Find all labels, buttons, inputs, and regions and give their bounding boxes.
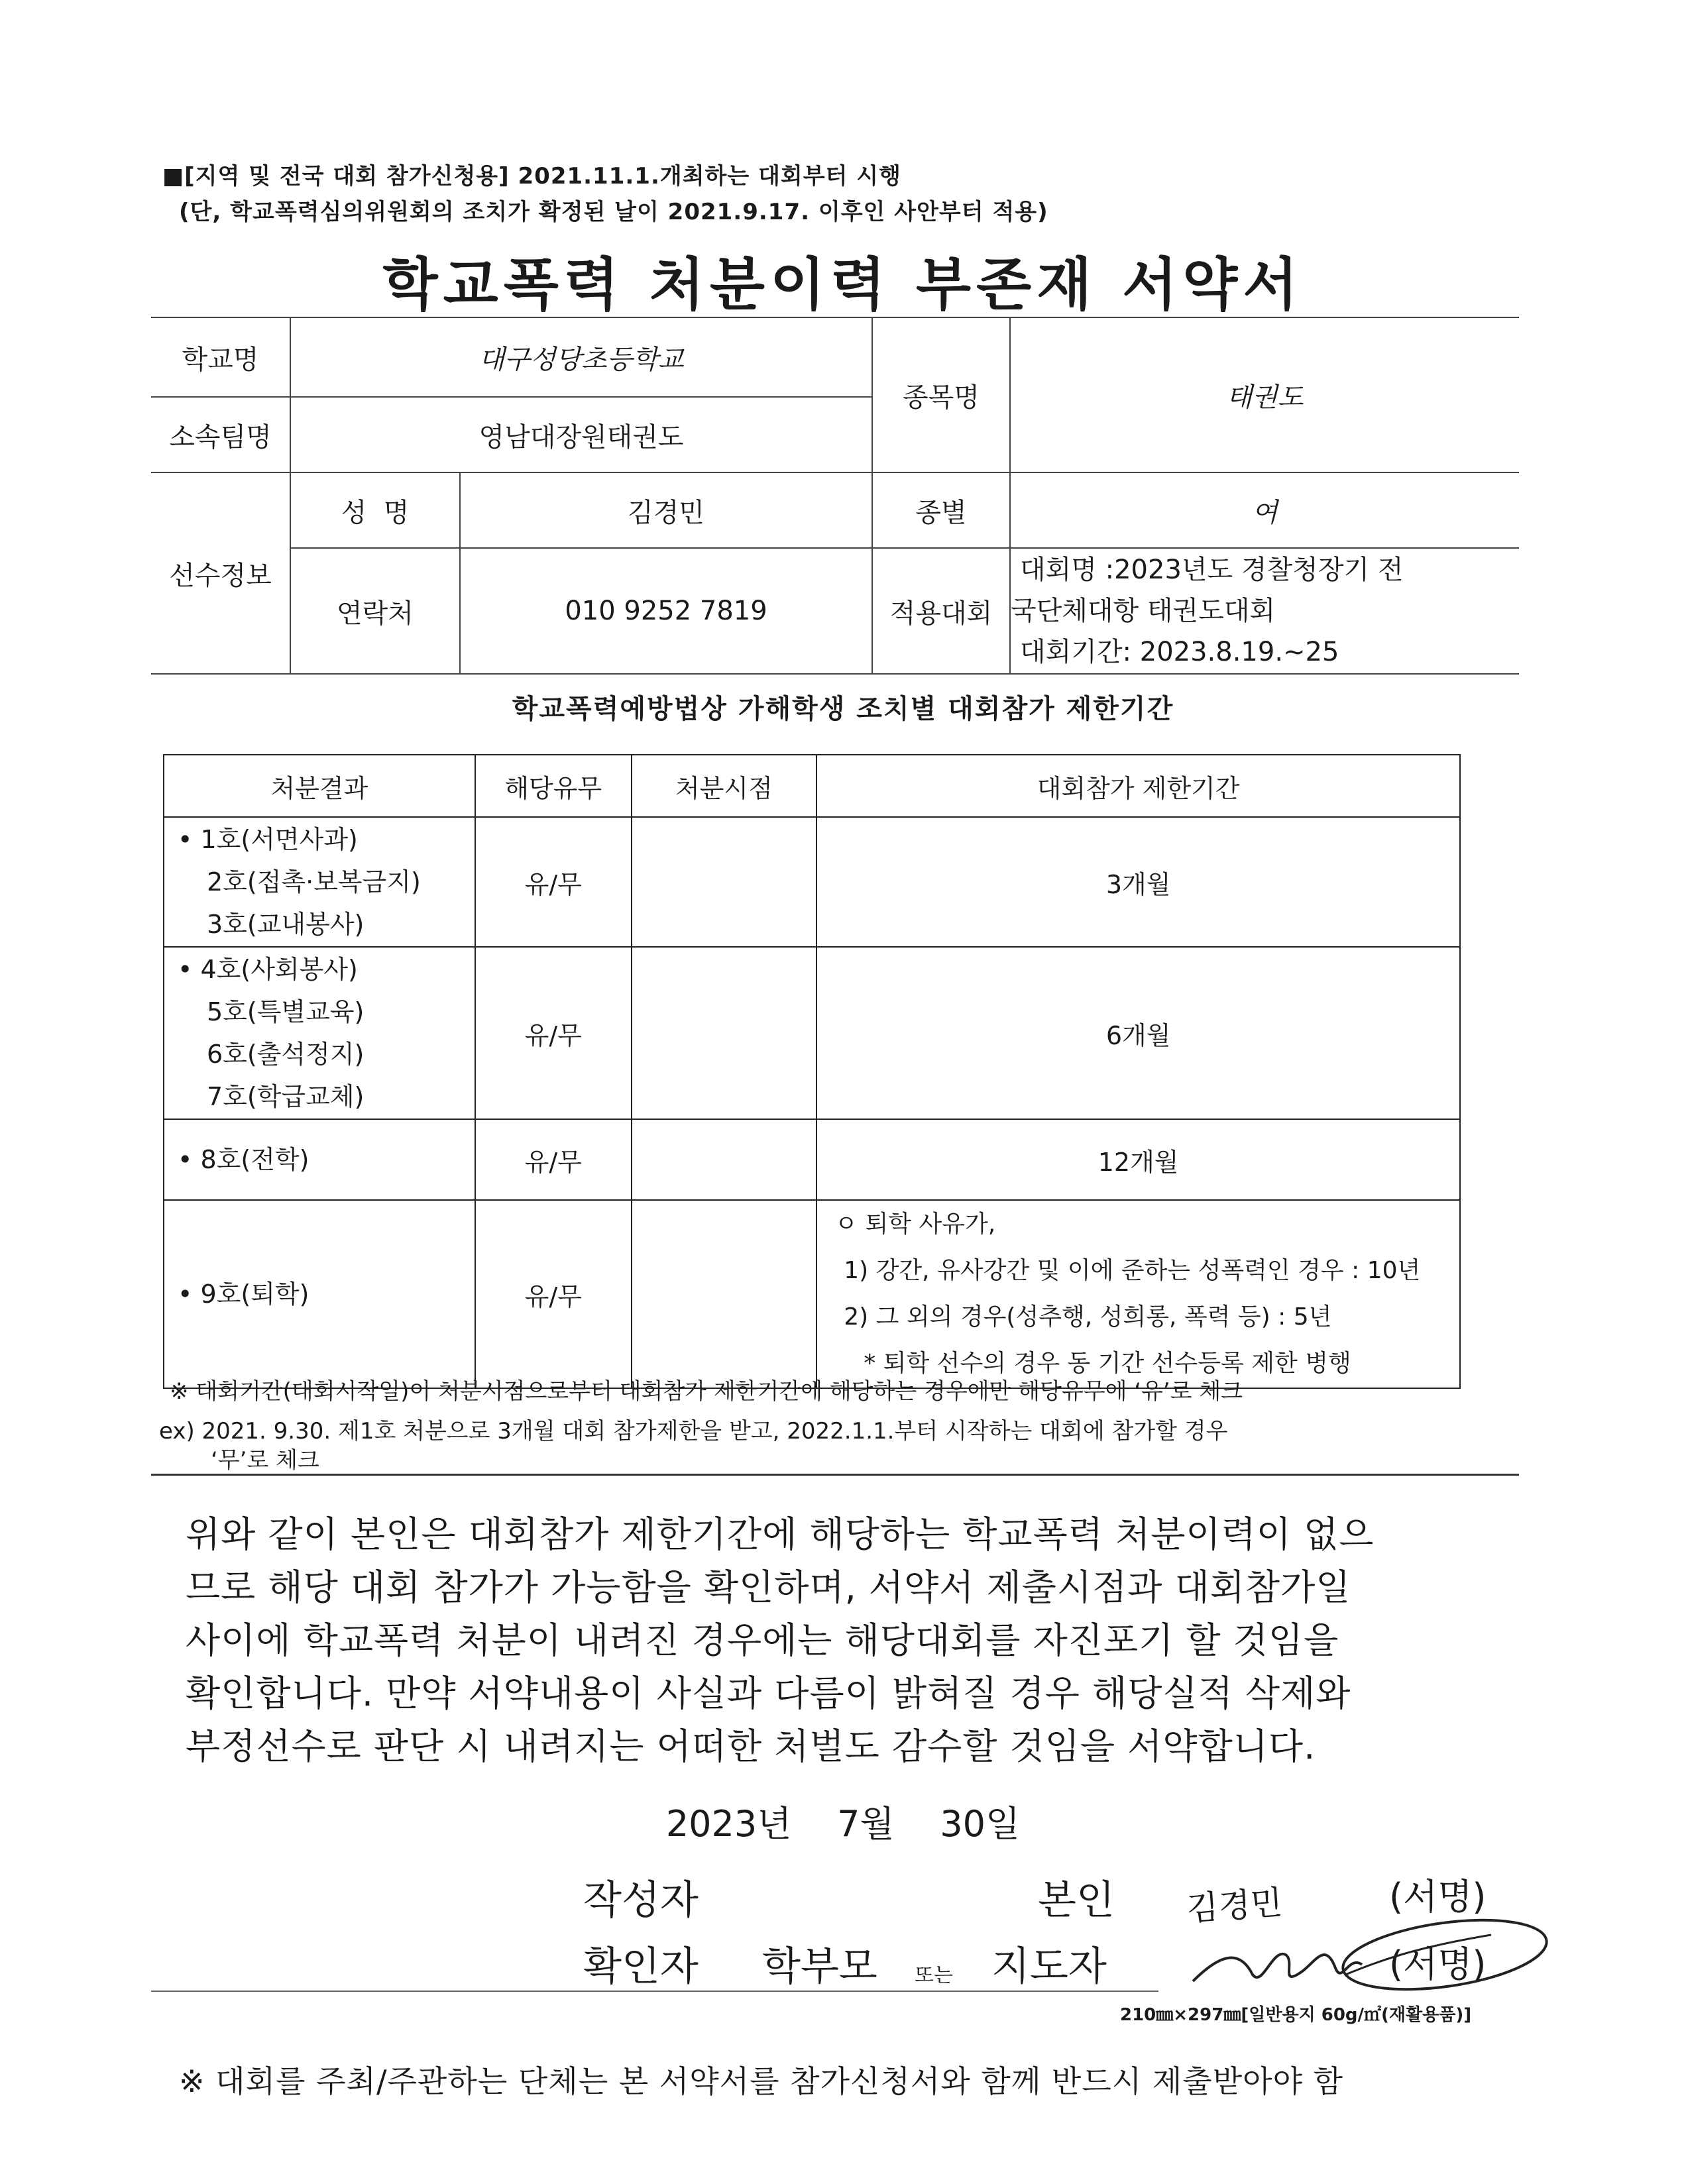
table-row bbox=[164, 1200, 1460, 1388]
coach-label: 지도자 bbox=[991, 1943, 1107, 1990]
contact-label: 연락처 bbox=[290, 548, 460, 674]
restriction-table bbox=[163, 754, 1461, 1389]
date-day: 30일 bbox=[940, 1803, 1021, 1845]
result-line: • 8호(전학) bbox=[178, 1145, 309, 1174]
team-label: 소속팀명 bbox=[151, 397, 290, 472]
date bbox=[0, 1796, 1686, 1847]
author-label: 작성자 bbox=[583, 1877, 699, 1924]
notice-line-1: ■[지역 및 전국 대회 참가신청용] 2021.11.1.개최하는 대회부터 시행 bbox=[162, 163, 901, 190]
contact-value: 010 9252 7819 bbox=[460, 548, 872, 674]
date-year: 2023년 bbox=[665, 1803, 792, 1845]
info-table bbox=[151, 317, 1519, 675]
bottom-note: ※ 대회를 주최/주관하는 단체는 본 서약서를 참가신청서와 함께 반드시 제출받아야 함 bbox=[179, 2063, 1344, 2099]
result-cell bbox=[164, 817, 475, 947]
signature-scribble bbox=[1180, 1908, 1551, 2008]
expulsion-line: * 퇴학 선수의 경우 동 기간 선수등록 제한 병행 bbox=[864, 1350, 1351, 1377]
parent-label: 학부모 bbox=[762, 1943, 877, 1990]
pledge-line-1: 위와 같이 본인은 대회참가 제한기간에 해당하는 학교폭력 처분이력이 없으 bbox=[186, 1513, 1375, 1555]
period-cell bbox=[816, 1200, 1460, 1388]
expulsion-line: 2) 그 외의 경우(성추행, 성희롱, 폭력 등) : 5년 bbox=[844, 1303, 1332, 1331]
period-cell: 12개월 bbox=[816, 1119, 1460, 1200]
check-cell: 유/무 bbox=[475, 817, 632, 947]
result-line: • 1호(서면사과) bbox=[178, 825, 358, 854]
date-month: 7월 bbox=[837, 1803, 895, 1845]
school-value: 대구성당초등학교 bbox=[290, 317, 872, 397]
document-title: 학교폭력 처분이력 부존재 서약서 bbox=[382, 252, 1304, 318]
result-cell bbox=[164, 947, 475, 1119]
footnote-2: ex) 2021. 9.30. 제1호 처분으로 3개월 대회 참가제한을 받고, 2022.1.1.부터 시작하는 대회에 참가할 경우 bbox=[159, 1418, 1228, 1445]
time-cell bbox=[632, 947, 817, 1119]
footnote-3: ‘무’로 체크 bbox=[211, 1447, 319, 1474]
school-label: 학교명 bbox=[151, 317, 290, 397]
check-cell: 유/무 bbox=[475, 1119, 632, 1200]
result-line: 3호(교내봉사) bbox=[207, 910, 365, 939]
footer-divider bbox=[151, 1991, 1158, 1992]
result-line: 2호(접촉·보복금지) bbox=[207, 867, 421, 897]
confirmer-label: 확인자 bbox=[583, 1943, 699, 1990]
pledge-line-2: 므로 해당 대회 참가가 가능함을 확인하며, 서약서 제출시점과 대회참가일 bbox=[186, 1566, 1351, 1608]
period-cell: 6개월 bbox=[816, 947, 1460, 1119]
expulsion-line: ㅇ 퇴학 사유가, bbox=[834, 1211, 996, 1238]
meet-label: 적용대회 bbox=[872, 548, 1010, 674]
result-line: 6호(출석정지) bbox=[207, 1040, 365, 1069]
or-label: 또는 bbox=[915, 1964, 953, 1987]
meet-info bbox=[1010, 548, 1519, 674]
restriction-subtitle: 학교폭력예방법상 가해학생 조치별 대회참가 제한기간 bbox=[512, 694, 1174, 724]
meet-name-line-2: 국단체대항 태권도대회 bbox=[1011, 596, 1276, 626]
athlete-info-label: 선수정보 bbox=[151, 472, 290, 674]
time-cell bbox=[632, 1200, 817, 1388]
result-line: 7호(학급교체) bbox=[207, 1082, 365, 1111]
result-line: • 9호(퇴학) bbox=[178, 1280, 309, 1309]
check-cell: 유/무 bbox=[475, 1200, 632, 1388]
header-period: 대회참가 제한기간 bbox=[816, 755, 1460, 817]
result-cell bbox=[164, 1119, 475, 1200]
period-cell: 3개월 bbox=[816, 817, 1460, 947]
table-row bbox=[164, 947, 1460, 1119]
name-value: 김경민 bbox=[460, 472, 872, 548]
sport-value: 태권도 bbox=[1010, 317, 1519, 472]
team-value: 영남대장원태권도 bbox=[290, 397, 872, 472]
header-time: 처분시점 bbox=[632, 755, 817, 817]
result-line: • 4호(사회봉사) bbox=[178, 955, 358, 984]
sport-label: 종목명 bbox=[872, 317, 1010, 472]
header-applicable: 해당유무 bbox=[475, 755, 632, 817]
notice-line-2: (단, 학교폭력심의위원회의 조치가 확정된 날이 2021.9.17. 이후인 사안부터 적용) bbox=[179, 199, 1048, 225]
sign-placeholder-1: (서명) bbox=[1389, 1876, 1487, 1918]
divider bbox=[151, 1474, 1519, 1476]
paper-spec: 210㎜×297㎜[일반용지 60g/㎡(재활용품)] bbox=[1120, 2005, 1472, 2025]
time-cell bbox=[632, 1119, 817, 1200]
meet-period: 대회기간: 2023.8.19.~25 bbox=[1020, 637, 1339, 667]
result-cell bbox=[164, 1200, 475, 1388]
table-row bbox=[164, 817, 1460, 947]
pledge-line-4: 확인합니다. 만약 서약내용이 사실과 다름이 밝혀질 경우 해당실적 삭제와 bbox=[186, 1672, 1351, 1714]
table-row bbox=[164, 1119, 1460, 1200]
meet-name-line-1: 대회명 :2023년도 경찰청장기 전 bbox=[1020, 555, 1404, 585]
name-label: 성 명 bbox=[290, 472, 460, 548]
sign-placeholder-2: (서명) bbox=[1389, 1943, 1487, 1985]
handwritten-name: 김경민 bbox=[1185, 1883, 1284, 1928]
gender-value: 여 bbox=[1010, 472, 1519, 548]
pledge-line-5: 부정선수로 판단 시 내려지는 어떠한 처벌도 감수할 것임을 서약합니다. bbox=[186, 1725, 1316, 1767]
pledge-line-3: 사이에 학교폭력 처분이 내려진 경우에는 해당대회를 자진포기 할 것임을 bbox=[186, 1619, 1339, 1661]
expulsion-line: 1) 강간, 유사강간 및 이에 준하는 성폭력인 경우 : 10년 bbox=[844, 1257, 1421, 1284]
gender-label: 종별 bbox=[872, 472, 1010, 548]
result-line: 5호(특별교육) bbox=[207, 997, 365, 1026]
check-cell: 유/무 bbox=[475, 947, 632, 1119]
self-label: 본인 bbox=[1038, 1877, 1115, 1924]
time-cell bbox=[632, 817, 817, 947]
footnote-1: ※ 대회기간(대회시작일)이 처분시점으로부터 대회참가 제한기간에 해당하는 경우에만 해당유무에 ‘유’로 체크 bbox=[170, 1378, 1243, 1405]
header-result: 처분결과 bbox=[164, 755, 475, 817]
